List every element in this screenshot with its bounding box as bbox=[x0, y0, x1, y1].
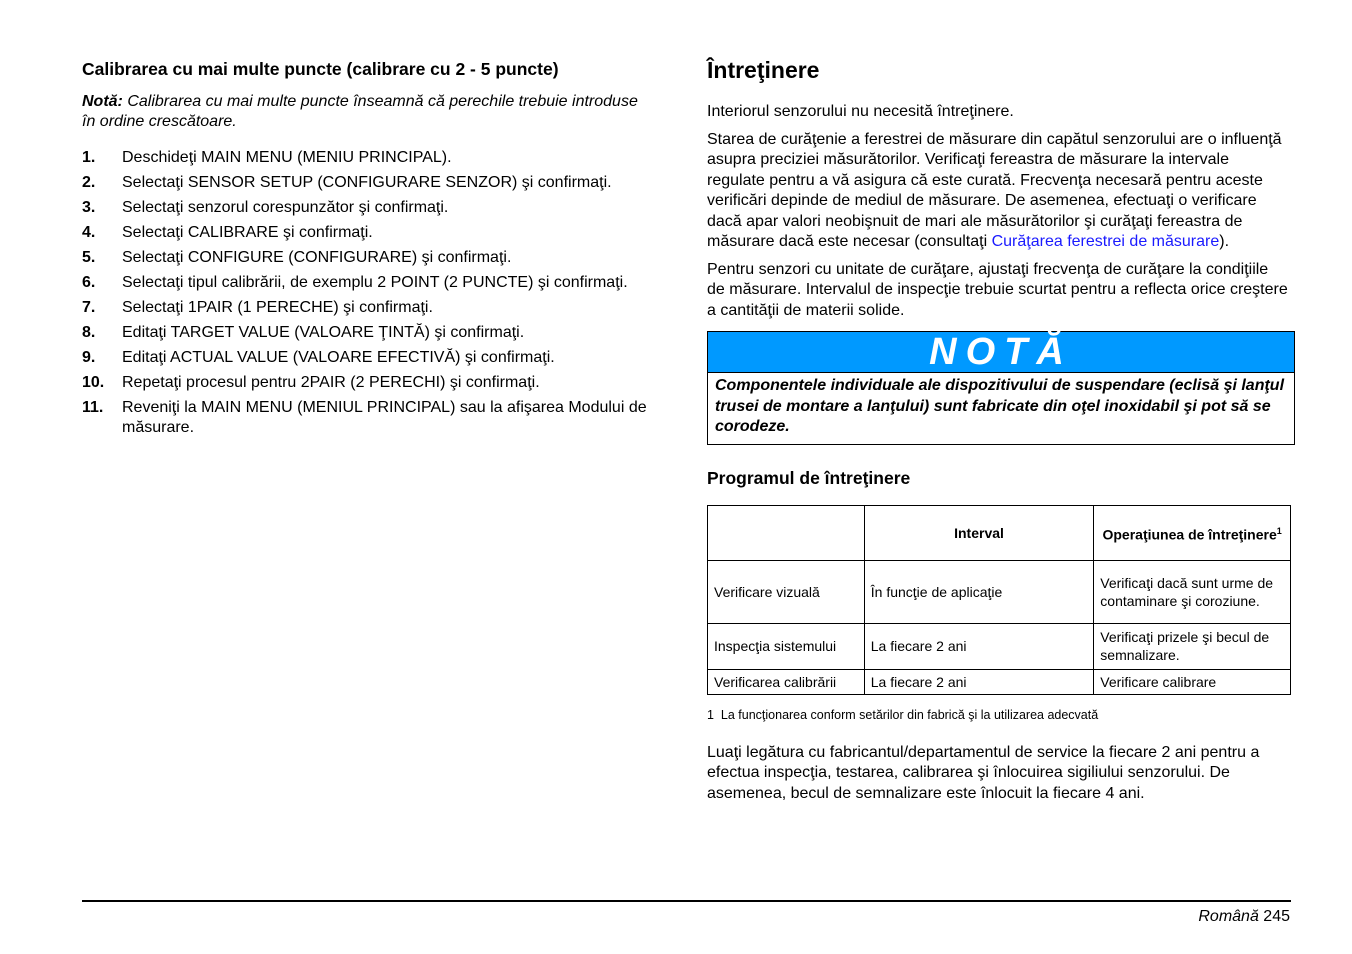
footer-divider bbox=[82, 900, 1291, 902]
maintenance-para-3: Pentru senzori cu unitate de curăţare, ajustaţi frecvenţa de curăţare la condiţiile de măsurare. Intervalul de inspecţie trebuie scurtat pentru a reflecta orice creştere a cantităţii de materii solide. bbox=[707, 260, 1288, 319]
step-item: 10. Repetaţi procesul pentru 2PAIR (2 PERECHI) şi confirmaţi. bbox=[82, 374, 540, 391]
maintenance-title: Întreţinere bbox=[707, 57, 820, 83]
maintenance-para-1: Interiorul senzorului nu necesită întreţinere. bbox=[707, 103, 1014, 120]
footer-language: Română bbox=[1198, 908, 1259, 925]
right-column bbox=[707, 56, 1290, 811]
calibration-steps-list bbox=[82, 148, 652, 438]
table-footnote: 1 La funcţionarea conform setărilor din fabrică şi la utilizarea adecvată bbox=[707, 707, 1099, 722]
maintenance-para-4: Luaţi legătura cu fabricantul/departamentul de service la fiecare 2 ani pentru a efectua inspecţia, testarea, calibrarea şi înlocuirea sigiliului senzorului. De asemenea, becul de semnalizare este înlocuit la fiecare 4 ani. bbox=[707, 743, 1260, 802]
table-header-cell: Operaţiunea de întreţinere$^1$ bbox=[1094, 505, 1291, 560]
notice-box bbox=[707, 331, 1295, 445]
note-label: Notă: bbox=[82, 93, 123, 110]
step-item: 9. Editaţi ACTUAL VALUE (VALOARE EFECTIVĂ) şi confirmaţi. bbox=[82, 349, 555, 366]
note-text: Calibrarea cu mai multe puncte înseamnă că perechile trebuie introduse în ordine crescătoare. bbox=[82, 93, 638, 130]
notice-text: Componentele individuale ale dispozitivului de suspendare (eclisă şi lanţul trusei de montare a lanţului) sunt fabricate din oţel inoxidabil şi pot să se corodeze. bbox=[715, 377, 1285, 435]
schedule-heading: Programul de întreţinere bbox=[707, 467, 911, 488]
page-number: 245 bbox=[1263, 908, 1290, 925]
notice-title: NOTĂ bbox=[708, 332, 1294, 373]
table-header-row bbox=[708, 505, 1291, 560]
table-header-cell bbox=[708, 505, 865, 560]
table-row: Verificarea calibrării La fiecare 2 ani Verificare calibrare bbox=[708, 669, 1291, 694]
calibration-note bbox=[82, 92, 652, 132]
step-item: 5. Selectaţi CONFIGURE (CONFIGURARE) şi confirmaţi. bbox=[82, 249, 512, 266]
table-row: Inspecţia sistemului La fiecare 2 ani Verificaţi prizele şi becul de semnalizare. bbox=[708, 623, 1291, 669]
step-item: 4. Selectaţi CALIBRARE şi confirmaţi. bbox=[82, 224, 373, 241]
step-item: 8. Editaţi TARGET VALUE (VALOARE ŢINTĂ) şi confirmaţi. bbox=[82, 324, 525, 341]
table-header-cell: Interval bbox=[864, 505, 1094, 560]
page-footer bbox=[1198, 908, 1290, 926]
table-row: Verificare vizuală În funcţie de aplicaţie Verificaţi dacă sunt urme de contaminare şi coroziune. bbox=[708, 560, 1291, 623]
left-column bbox=[82, 58, 652, 443]
step-item: 11. Reveniţi la MAIN MENU (MENIUL PRINCIPAL) sau la afişarea Modului de măsurare. bbox=[82, 399, 647, 436]
step-item: 7. Selectaţi 1PAIR (1 PERECHE) şi confirmaţi. bbox=[82, 299, 433, 316]
step-item: 1. Deschideţi MAIN MENU (MENIU PRINCIPAL). bbox=[82, 149, 452, 166]
step-item: 3. Selectaţi senzorul corespunzător şi confirmaţi. bbox=[82, 199, 449, 216]
maintenance-schedule-table bbox=[707, 505, 1291, 695]
multipoint-calibration-heading: Calibrarea cu mai multe puncte (calibrare cu 2 - 5 puncte) bbox=[82, 59, 559, 79]
cleaning-window-link[interactable]: Curăţarea ferestrei de măsurare bbox=[991, 233, 1220, 250]
footnote-marker: 1 bbox=[1276, 525, 1282, 536]
maintenance-para-2: Starea de curăţenie a ferestrei de măsurare din capătul senzorului are o influenţă asupra preciziei măsurătorilor. Verificaţi fereastra de măsurare la intervale regulate pentru a vă asigura că este curată. Frecvenţa necesară pentru aceste verificări depinde de mediul de măsurare. De asemenea, efectuaţi o verificare dacă apar valori neobişnuit de mari ale măsurătorilor şi curăţaţi fereastra de măsurare dacă este necesar (consultaţi Curăţarea ferestrei de măsurare). bbox=[707, 130, 1282, 250]
step-item: 6. Selectaţi tipul calibrării, de exemplu 2 POINT (2 PUNCTE) şi confirmaţi. bbox=[82, 274, 628, 291]
step-item: 2. Selectaţi SENSOR SETUP (CONFIGURARE SENZOR) şi confirmaţi. bbox=[82, 174, 612, 191]
